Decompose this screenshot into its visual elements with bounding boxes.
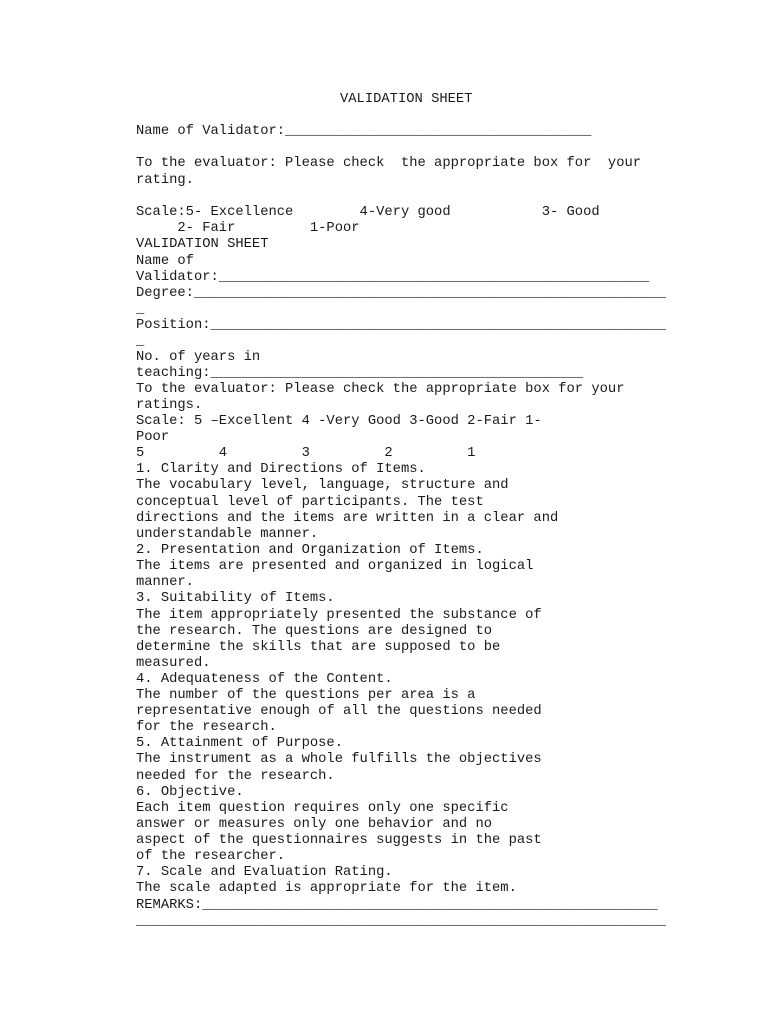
criterion-1-text: conceptual level of participants. The test	[136, 495, 484, 510]
years-label: No. of years in	[136, 350, 261, 365]
criterion-4-text: The number of the questions per area is a	[136, 688, 476, 703]
criterion-3-text: The item appropriately presented the substance of	[136, 608, 542, 623]
criterion-6-text: of the researcher.	[136, 849, 286, 864]
criterion-3-text: the research. The questions are designed to	[136, 624, 493, 639]
validator-field: Validator:____________________________________________________	[136, 270, 650, 285]
remarks-field-cont: ________________________________________________________________	[136, 914, 666, 929]
position-field: Position:_______________________________________________________	[136, 318, 666, 333]
criterion-5-text: The instrument as a whole fulfills the objectives	[136, 752, 542, 767]
scale-line: Scale:5- Excellence 4-Very good 3- Good	[136, 205, 600, 220]
document-title: VALIDATION SHEET	[340, 92, 473, 107]
name-label: Name of	[136, 254, 194, 269]
criterion-7-title: 7. Scale and Evaluation Rating.	[136, 865, 393, 880]
scale-line-cont: 2- Fair 1-Poor	[136, 221, 360, 236]
degree-field: Degree:_________________________________________________________	[136, 286, 666, 301]
criterion-5-text: needed for the research.	[136, 769, 335, 784]
scale-line-2-cont: Poor	[136, 430, 170, 445]
remarks-field: REMARKS:_______________________________________________________	[136, 898, 658, 913]
criterion-1-title: 1. Clarity and Directions of Items.	[136, 462, 426, 477]
position-field-overflow: _	[136, 334, 145, 349]
criterion-2-title: 2. Presentation and Organization of Items.	[136, 543, 484, 558]
criterion-3-title: 3. Suitability of Items.	[136, 591, 335, 606]
criterion-1-text: understandable manner.	[136, 527, 319, 542]
criterion-3-text: determine the skills that are supposed to be	[136, 640, 501, 655]
criterion-6-text: answer or measures only one behavior and no	[136, 817, 493, 832]
criterion-1-text: directions and the items are written in a clear and	[136, 511, 559, 526]
section-title: VALIDATION SHEET	[136, 237, 269, 252]
criterion-4-text: for the research.	[136, 720, 277, 735]
criterion-5-title: 5. Attainment of Purpose.	[136, 736, 343, 751]
criterion-4-text: representative enough of all the questions needed	[136, 704, 542, 719]
criterion-4-title: 4. Adequateness of the Content.	[136, 672, 393, 687]
evaluator-instruction-2-cont: ratings.	[136, 398, 203, 413]
evaluator-instruction-2: To the evaluator: Please check the appropriate box for your	[136, 382, 625, 397]
evaluator-instruction-cont: rating.	[136, 173, 194, 188]
scale-line-2: Scale: 5 –Excellent 4 -Very Good 3-Good 2-Fair 1-	[136, 414, 542, 429]
criterion-1-text: The vocabulary level, language, structure and	[136, 478, 509, 493]
criterion-7-text: The scale adapted is appropriate for the item.	[136, 881, 517, 896]
teaching-field: teaching:_____________________________________________	[136, 366, 584, 381]
criterion-6-title: 6. Objective.	[136, 785, 244, 800]
rating-header: 5 4 3 2 1	[136, 446, 476, 461]
criterion-3-text: measured.	[136, 656, 211, 671]
validator-name-field: Name of Validator:_____________________________________	[136, 124, 592, 139]
degree-field-overflow: _	[136, 302, 145, 317]
criterion-6-text: Each item question requires only one specific	[136, 801, 509, 816]
criterion-2-text: The items are presented and organized in logical	[136, 559, 534, 574]
evaluator-instruction: To the evaluator: Please check the appropriate box for your	[136, 156, 642, 171]
criterion-6-text: aspect of the questionnaires suggests in the past	[136, 833, 542, 848]
criterion-2-text: manner.	[136, 575, 194, 590]
